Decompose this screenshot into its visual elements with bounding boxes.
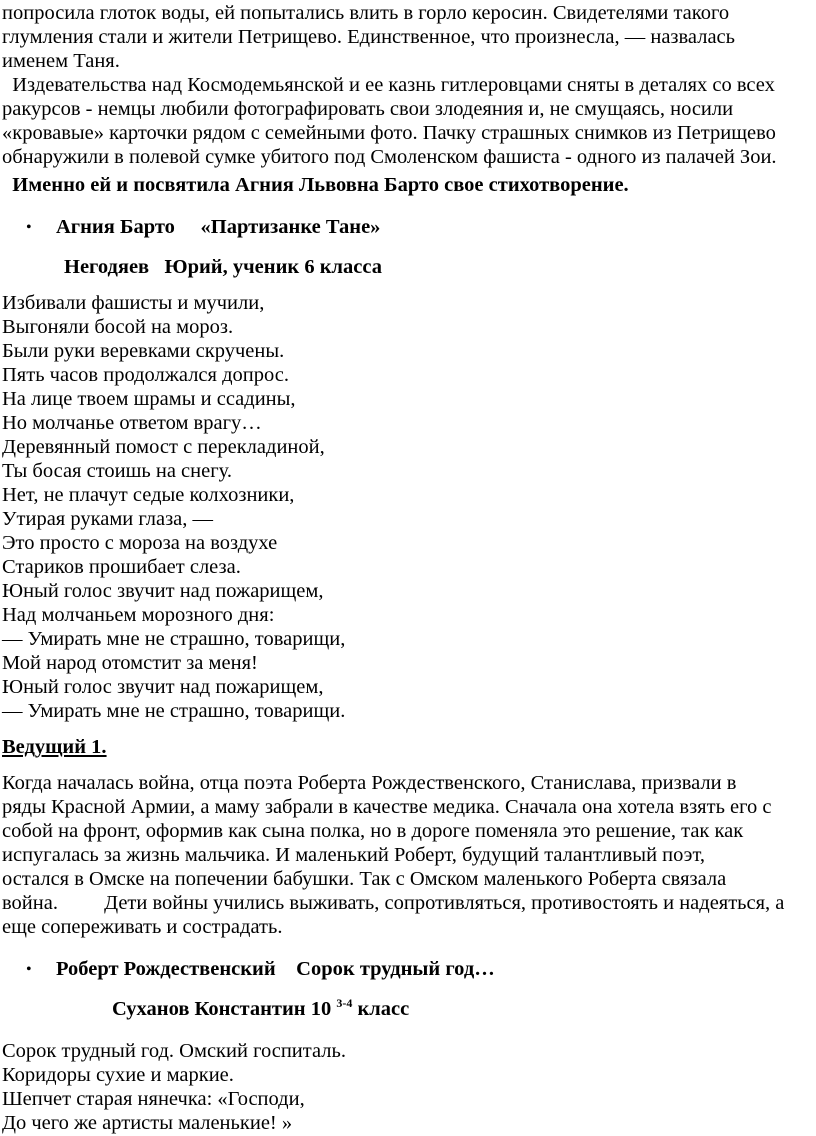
poem-line: Стариков прошибает слеза.: [2, 556, 241, 578]
intro-line: обнаружили в полевой сумке убитого под Смоленском фашиста - одного из палачей Зои.: [2, 146, 777, 168]
host-line: Когда началась война, отца поэта Роберта Рождественского, Станислава, призвали в: [2, 772, 737, 794]
poem-line: Шепчет старая нянечка: «Господи,: [2, 1088, 305, 1110]
poem-line: Выгоняли босой на мороз.: [2, 316, 234, 338]
host-line: война. Дети войны учились выживать, сопротивляться, противостоять и надеяться, а: [2, 892, 785, 914]
host-line: испугалась за жизнь мальчика. И маленький Роберт, будущий талантливый поэт,: [2, 844, 705, 866]
intro-line: именем Таня.: [2, 50, 120, 72]
poem-line: Но молчанье ответом врагу…: [2, 412, 262, 434]
intro-line: ракурсов - немцы любили фотографировать свои злодеяния и, не смущаясь, носили: [2, 98, 734, 120]
poem-line: Юный голос звучит над пожарищем,: [2, 676, 324, 698]
host-paragraph: [2, 771, 814, 939]
poem-line: Коридоры сухие и маркие.: [2, 1064, 234, 1086]
host-label: Ведущий 1.: [2, 736, 107, 758]
intro-line: Издевательства над Космодемьянской и ее казнь гитлеровцами сняты в деталях со всех: [2, 74, 775, 96]
bullet-icon: •: [26, 219, 32, 236]
poem-line: На лице твоем шрамы и ссадины,: [2, 388, 296, 410]
section-heading-rozhdestvensky: Роберт Рождественский Сорок трудный год…: [56, 958, 495, 980]
poem-line: Мой народ отомстит за меня!: [2, 652, 258, 674]
intro-line: «кровавые» карточки рядом с семейными фото. Пачку страшных снимков из Петрищево: [2, 122, 776, 144]
performer-name: Негодяев Юрий, ученик 6 класса: [64, 256, 382, 278]
poem-line: Избивали фашисты и мучили,: [2, 292, 265, 314]
performer-name: [112, 997, 409, 1021]
poem-line: Это просто с мороза на воздухе: [2, 532, 278, 554]
poem-partizanke-tane: [2, 291, 814, 723]
poem-line: Пять часов продолжался допрос.: [2, 364, 289, 386]
intro-line: глумления стали и жители Петрищево. Единственное, что произнесла, — назвалась: [2, 26, 735, 48]
intro-line: попросила глоток воды, ей попытались влить в горло керосин. Свидетелями такого: [2, 2, 730, 24]
host-line: собой на фронт, оформив как сына полка, но в дороге поменяла это решение, так как: [2, 820, 744, 842]
bullet-icon: •: [26, 961, 32, 978]
poem-sorok-trudny-god: [2, 1039, 814, 1135]
poem-line: — Умирать мне не страшно, товарищи,: [2, 628, 346, 650]
host-line: еще сопереживать и сострадать.: [2, 916, 283, 938]
intro-paragraph: [2, 1, 814, 169]
section-heading-barto: Агния Барто «Партизанке Тане»: [56, 216, 381, 238]
poem-line: Были руки веревками скручены.: [2, 340, 285, 362]
poem-line: Утирая руками глаза, —: [2, 508, 214, 530]
poem-line: Ты босая стоишь на снегу.: [2, 460, 232, 482]
dedication-line: Именно ей и посвятила Агния Львовна Барто свое стихотворение.: [2, 174, 629, 196]
host-line: ряды Красной Армии, а маму забрали в качестве медика. Сначала она хотела взять его с: [2, 796, 772, 818]
poem-line: — Умирать мне не страшно, товарищи.: [2, 700, 346, 722]
class-superscript: 3-4: [336, 996, 353, 1011]
performer-name-text: Суханов Константин 10: [112, 998, 337, 1020]
performer-class-text: класс: [352, 998, 410, 1020]
poem-line: Деревянный помост с перекладиной,: [2, 436, 325, 458]
poem-line: Нет, не плачут седые колхозники,: [2, 484, 295, 506]
poem-line: Над молчаньем морозного дня:: [2, 604, 275, 626]
poem-line: Сорок трудный год. Омский госпиталь.: [2, 1040, 346, 1062]
host-line: остался в Омске на попечении бабушки. Так с Омском маленького Роберта связала: [2, 868, 727, 890]
poem-line: Юный голос звучит над пожарищем,: [2, 580, 324, 602]
poem-line: До чего же артисты маленькие! »: [2, 1112, 293, 1134]
